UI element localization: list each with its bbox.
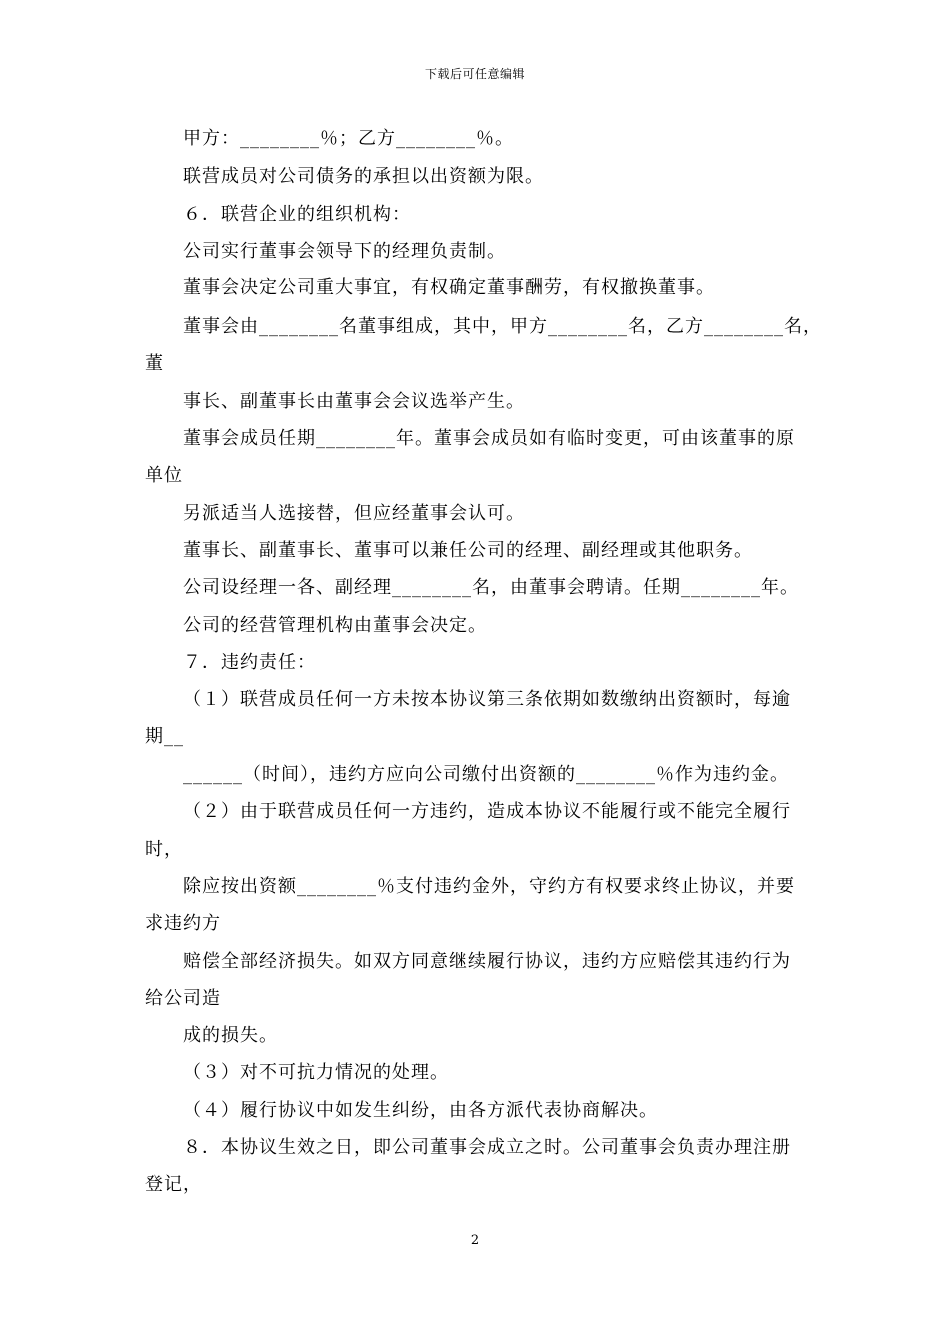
text-line: （１）联营成员任何一方未按本协议第三条依期如数缴纳出资额时，每逾 xyxy=(183,689,791,710)
text-line: 董 xyxy=(145,353,164,374)
text-line: 成的损失。 xyxy=(183,1025,278,1046)
text-line: ______（时间），违约方应向公司缴付出资额的________％作为违约金。 xyxy=(183,764,789,785)
text-line: 联营成员对公司债务的承担以出资额为限。 xyxy=(183,166,544,187)
text-line: 给公司造 xyxy=(145,988,221,1009)
text-line: 事长、副董事长由董事会会议选举产生。 xyxy=(183,391,525,412)
text-line: 期__ xyxy=(145,726,184,747)
text-line: ６．联营企业的组织机构： xyxy=(183,204,411,225)
text-line: 时， xyxy=(145,839,183,860)
text-line: 甲方：________％；乙方________％。 xyxy=(183,128,514,149)
text-line: 单位 xyxy=(145,465,183,486)
text-line: 公司设经理一各、副经理________名，由董事会聘请。任期________年。 xyxy=(183,577,799,598)
page-header: 下载后可任意编辑 xyxy=(424,67,525,81)
text-line: 赔偿全部经济损失。如双方同意继续履行协议，违约方应赔偿其违约行为 xyxy=(183,951,791,972)
text-line: （２）由于联营成员任何一方违约，造成本协议不能履行或不能完全履行 xyxy=(183,801,791,822)
text-line: 除应按出资额________％支付违约金外，守约方有权要求终止协议，并要 xyxy=(183,876,795,897)
page-number: 2 xyxy=(470,1233,480,1248)
text-line: 董事长、副董事长、董事可以兼任公司的经理、副经理或其他职务。 xyxy=(183,540,753,561)
text-line: 董事会决定公司重大事宜，有权确定董事酬劳，有权撤换董事。 xyxy=(183,277,715,298)
text-line: 董事会由________名董事组成，其中，甲方________名，乙方________名， xyxy=(183,316,822,337)
text-line: ７．违约责任： xyxy=(183,652,316,673)
text-line: 另派适当人选接替，但应经董事会认可。 xyxy=(183,503,525,524)
text-line: 登记， xyxy=(145,1174,202,1195)
text-line: 公司实行董事会领导下的经理负责制。 xyxy=(183,241,506,262)
text-line: 董事会成员任期________年。董事会成员如有临时变更，可由该董事的原 xyxy=(183,428,795,449)
text-line: （４）履行协议中如发生纠纷，由各方派代表协商解决。 xyxy=(183,1100,658,1121)
text-line: ８．本协议生效之日，即公司董事会成立之时。公司董事会负责办理注册 xyxy=(183,1137,791,1158)
text-line: 求违约方 xyxy=(145,913,221,934)
text-line: 公司的经营管理机构由董事会决定。 xyxy=(183,615,487,636)
text-line: （３）对不可抗力情况的处理。 xyxy=(183,1062,449,1083)
